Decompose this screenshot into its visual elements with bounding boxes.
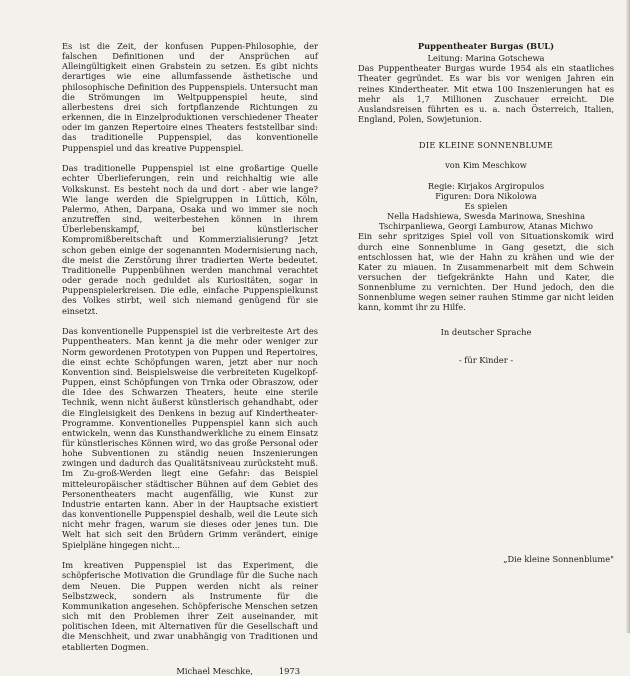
program-column xyxy=(358,41,614,564)
play-synopsis: Ein sehr spritziges Spiel voll von Situationskomik wird durch eine Sonnenblume in Gang gesetzt, die sich entschlossen hat, wie der Hahn zu krähen und wie der Kater zu miauen. In Zusammenarbeit mit dem Schwein versuchen der tiefgekränkte Hahn und Kater, die Sonnenblume zu vernichten. Der Hund jedoch, den die Sonnenblume wegen seiner rauhen Stimme gar nicht leiden kann, kommt ihr zu Hilfe. xyxy=(358,231,614,313)
play-director: Regie: Kirjakos Argiropulos xyxy=(427,180,545,191)
page-edge xyxy=(626,0,630,633)
cast-line-1: Nella Hadshiewa, Swesda Marinowa, Sneshina xyxy=(386,211,586,222)
play-puppets: Figuren: Dora Nikolowa xyxy=(435,190,537,201)
essay-paragraph-traditional: Das traditionelle Puppenspiel ist eine großartige Quelle echter Überlieferungen, rein und reichhaltig wie alle Volkskunst. Es besteht noch da und dort - aber wie lange? Wie lange werden die Spielgruppen in Lüttich, Köln, Palermo, Athen, Darpana, Osaka und wo immer sie noch anzutreffen sind, weiterbestehen können in ihrem Überlebenskampf, bei künstlerischer Kompromißbereitschaft und Kommerzialisierung? Jetzt schon geben einige der sogenannten Modernisierung nach, die meist die Zerstörung ihrer tradierten Werte bedeutet. Traditionelle Puppenbühnen werden manchmal verachtet oder gerade noch geduldet als Kuriositäten, sogar in Puppenspielerkreisen. Die edle, einfache Puppenspielkunst des Volkes stirbt, weil sich niemand genügend für sie einsetzt. xyxy=(62,163,318,316)
essay-paragraph-conventional: Das konventionelle Puppenspiel ist die verbreiteste Art des Puppentheaters. Man kennt ja die mehr oder weniger zur Norm gewordenen Prototypen von Puppen und Repertoires, die einst echte Schöpfungen waren, jetzt aber nur noch Konvention sind. Beispielsweise die verbreiteten Kugelkopf-Puppen, einst Schöpfungen von Trnka oder Obraszow, oder die Idee des Schwarzen Theaters, heute eine sterile Technik, wenn nicht äußerst künstlerisch gehandhabt, oder die Eingleisigkeit des Denkens in bezug auf Kindertheater-Programme. Konventionelles Puppenspiel kann sich auch entwickeln, wenn das Kunsthandwerkliche zu einem Einsatz für künstlerisches Können wird, wo das große Personal oder hohe Subventionen zu ständig neuen Inszenierungen zwingen und dadurch das Qualitätsniveau zurücksteht muß. Im Zu-groß-Werden liegt eine Gefahr: das Beispiel mitteleuropäischer städtischer Bühnen auf dem Gebiet des Personentheaters macht augenfällig, wie Kunst zur Industrie entarten kann. Aber in der Hauptsache existiert das konventionelle Puppenspiel deshalb, weil die Leute sich nicht mehr fragen, warum sie dieses oder jenes tun. Die Welt hat sich seit den Brüdern Grimm verändert, einige Spielpläne hingegen nicht... xyxy=(62,326,318,550)
essay-author: Michael Meschke, xyxy=(176,665,253,676)
play-language: In deutscher Sprache xyxy=(440,326,532,337)
theater-name: Puppentheater Burgas (BUL) xyxy=(417,41,555,51)
cast-line-2: Tschirpanliewa, Georgi Lamburow, Atanas Michwo xyxy=(379,221,593,232)
theater-direction: Leitung: Marina Gotschewa xyxy=(427,53,545,64)
essay-year: 1973 xyxy=(278,665,300,676)
play-title: DIE KLEINE SONNENBLUME xyxy=(418,140,554,151)
play-author: von Kim Meschkow xyxy=(445,160,527,171)
theater-intro: Das Puppentheater Burgas wurde 1954 als ein staatliches Theater gegründet. Es war bis vor wenigen Jahren ein reines Kindertheater. Mit etwa 100 Inszenierungen hat es mehr als 1,7 Millionen Zuschauer erreicht. Die Auslandsreisen führten es u. a. nach Österreich, Italien, England, Polen, Sowjetunion. xyxy=(358,63,614,125)
essay-paragraph-intro: Es ist die Zeit, der konfusen Puppen-Philosophie, der falschen Definitionen und der Ansprüchen auf Alleingültigkeit einen Grabstein zu setzen. Es gibt nichts derartiges wie eine allumfassende ästhetische und philosophische Definition des Puppenspiels. Untersucht man die Strömungen im Weltpuppenspiel heute, sind allerbestens drei sich fortpflanzende Richtungen zu erkennen, die in Einzelproduktionen verschiedener Theater oder im ganzen Repertoire eines Theaters feststellbar sind: das traditionelle Puppenspiel, das konventionelle Puppenspiel und das kreative Puppenspiel. xyxy=(62,41,318,153)
play-audience: - für Kinder - xyxy=(458,354,514,365)
essay-column xyxy=(62,41,318,676)
photo-caption: „Die kleine Sonnenblume" xyxy=(503,554,614,564)
essay-paragraph-creative: Im kreativen Puppenspiel ist das Experiment, die schöpferische Motivation die Grundlage für die Suche nach dem Neuen. Die Puppen werden nicht als reiner Selbstzweck, sondern als Instrumente für die Kommunikation angesehen. Schöpferische Menschen setzen sich mit den Problemen ihrer Zeit auseinander, mit politischen Ideen, mit Alternativen für die Gesellschaft und die Menschheit, und zwar unabhängig von Traditionen und etablierten Dogmen. xyxy=(62,560,318,652)
cast-heading: Es spielen xyxy=(464,200,508,211)
essay-signature xyxy=(62,666,318,676)
